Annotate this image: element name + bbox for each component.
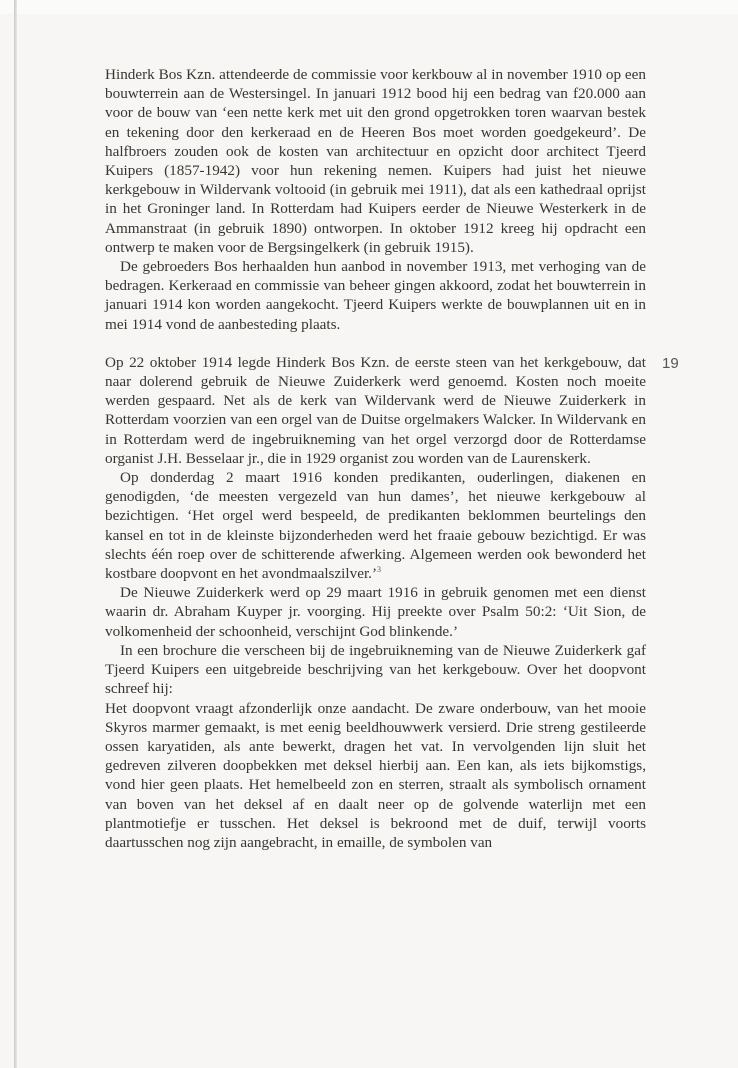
paragraph-1: Hinderk Bos Kzn. attendeerde de commissie voor kerkbouw al in november 1910 op een bouwterrein aan de Westersingel. In januari 1912 bood hij een bedrag van f20.000 aan voor de bouw van ‘een nette kerk met uit den grond opgetrokken toren waarvan bestek en tekening door den kerkeraad en de Heeren Bos moet worden goedgekeurd’. De halfbroers zouden ook de kosten van architectuur en opzicht door architect Tjeerd Kuipers (1857-1942) voor hun rekening nemen. Kuipers had juist het nieuwe kerkgebouw in Wildervank voltooid (in gebruik mei 1911), dat als een kathedraal oprijst in het Groninger land. In Rotterdam had Kuipers eerder de Nieuwe Westerkerk in de Ammanstraat (in gebruik 1890) ontworpen. In oktober 1912 kreeg hij opdracht een ontwerp te maken voor de Bergsingelkerk (in gebruik 1915). <box>105 66 646 256</box>
paragraph-5: De Nieuwe Zuiderkerk werd op 29 maart 1916 in gebruik genomen met een dienst waarin dr. Abraham Kuyper jr. voorging. Hij preekte over Psalm 50:2: ‘Uit Sion, de volkomenheid der schoonheid, verschijnt God blinkende.’ <box>105 584 646 640</box>
page-binding-edge <box>14 0 17 1068</box>
footnote-reference[interactable]: 3 <box>377 565 382 575</box>
page-number: 19 <box>662 355 679 372</box>
paragraph-6: In een brochure die verscheen bij de ingebruikneming van de Nieuwe Zuiderkerk gaf Tjeerd Kuipers een uitgebreide beschrijving van het kerkgebouw. Over het doopvont schreef hij: <box>105 641 646 698</box>
block-quote: Het doopvont vraagt afzonderlijk onze aandacht. De zware onderbouw, van het mooie Skyros marmer gemaakt, is met eenig beeldhouwwerk versierd. Drie streng gestileerde ossen karyatiden, als ante bewerkt, dragen het vat. In vervolgenden lijn sluit het gedreven zilveren doopbekken met deksel hierbij aan. Een kan, als iets bijkomstigs, vond hier geen plaats. Het hemelbeeld zon en sterren, straalt als symbolisch ornament van boven van het deksel af en daalt neer op de golvende waterlijn met een plantmotiefje er tusschen. Het deksel is bekroond met de duif, terwijl voorts daartusschen nog zijn aangebracht, in emaille, de symbolen van <box>105 699 646 851</box>
paragraph-2: De gebroeders Bos herhaalden hun aanbod in november 1913, met verhoging van de bedragen. Kerkeraad en commissie van beheer gingen akkoord, zodat het bouwterrein in januari 1914 kon worden aangekocht. Tjeerd Kuipers werkte de bouwplannen uit en in mei 1914 vond de aanbesteding plaats. <box>105 258 646 333</box>
body-text <box>105 65 646 852</box>
paragraph-4-text: Op donderdag 2 maart 1916 konden predikanten, ouderlingen, diakenen en genodigden, ‘de meesten vergezeld van hun dames’, het nieuwe kerkgebouw al bezichtigen. ‘Het orgel werd bespeeld, de predikanten beklommen beurtelings den kansel en tot in de kleinste bijzonderheden werd het fraaie gebouw bezichtigd. Er was slechts één roep over de schitterende afwerking. Algemeen werden ook bewonderd het kostbare doopvont en het avondmaalszilver.’ <box>105 469 646 583</box>
paragraph-3: Op 22 oktober 1914 legde Hinderk Bos Kzn. de eerste steen van het kerkgebouw, dat naar dolerend gebruik de Nieuwe Zuiderkerk werd genoemd. Kosten noch moeite werden gespaard. Net als de kerk van Wildervank werd de Nieuwe Zuiderkerk in Rotterdam voorzien van een orgel van de Duitse orgelmakers Walcker. In Wildervank en in Rotterdam werd de ingebruikneming van het orgel verzorgd door de Rotterdamse organist J.H. Besselaar jr., die in 1929 organist zou worden van de Laurenskerk. <box>105 353 646 467</box>
page-top-margin <box>0 0 738 14</box>
paragraph-4 <box>105 468 646 583</box>
